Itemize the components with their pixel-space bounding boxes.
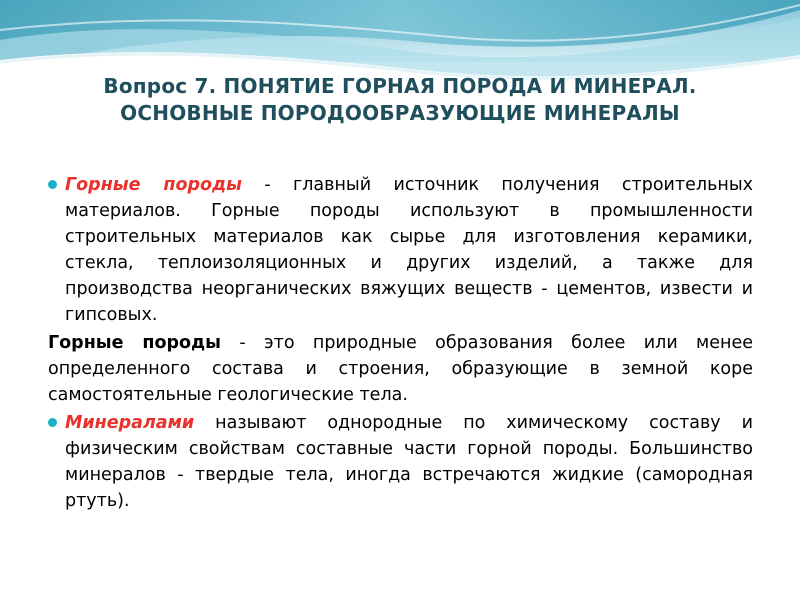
- paragraph-text: называют однородные по химическому составу и физическим свойствам составные части горной породы. Большинство минералов - твердые тела, иногда встречаются жидкие (самородная ртуть).: [65, 413, 753, 511]
- paragraph-minerals: [48, 410, 753, 514]
- slide-title: [30, 73, 770, 127]
- term-rocks-definition: Горные породы: [48, 333, 221, 353]
- term-minerals: Минералами: [65, 413, 195, 433]
- bullet-icon: [48, 418, 57, 427]
- paragraph-rocks-source: [48, 172, 753, 328]
- slide-body: [48, 172, 753, 516]
- paragraph-text: - это природные образования более или менее определенного состава и строения, образующие в земной коре самостоятельные геологические тела.: [48, 333, 753, 405]
- paragraph-text: - главный источник получения строительных материалов. Горные породы используют в промышленности строительных материалов как сырье для изготовления керамики, стекла, теплоизоляционных и других изделий, а также для производства неорганических вяжущих веществ - цементов, извести и гипсовых.: [65, 175, 753, 325]
- term-rocks: Горные породы: [65, 175, 242, 195]
- slide-title-line-1: Вопрос 7. ПОНЯТИЕ ГОРНАЯ ПОРОДА И МИНЕРАЛ.: [103, 74, 697, 98]
- bullet-icon: [48, 180, 57, 189]
- paragraph-rocks-definition: [48, 330, 753, 408]
- slide-title-line-2: ОСНОВНЫЕ ПОРОДООБРАЗУЮЩИЕ МИНЕРАЛЫ: [120, 101, 680, 125]
